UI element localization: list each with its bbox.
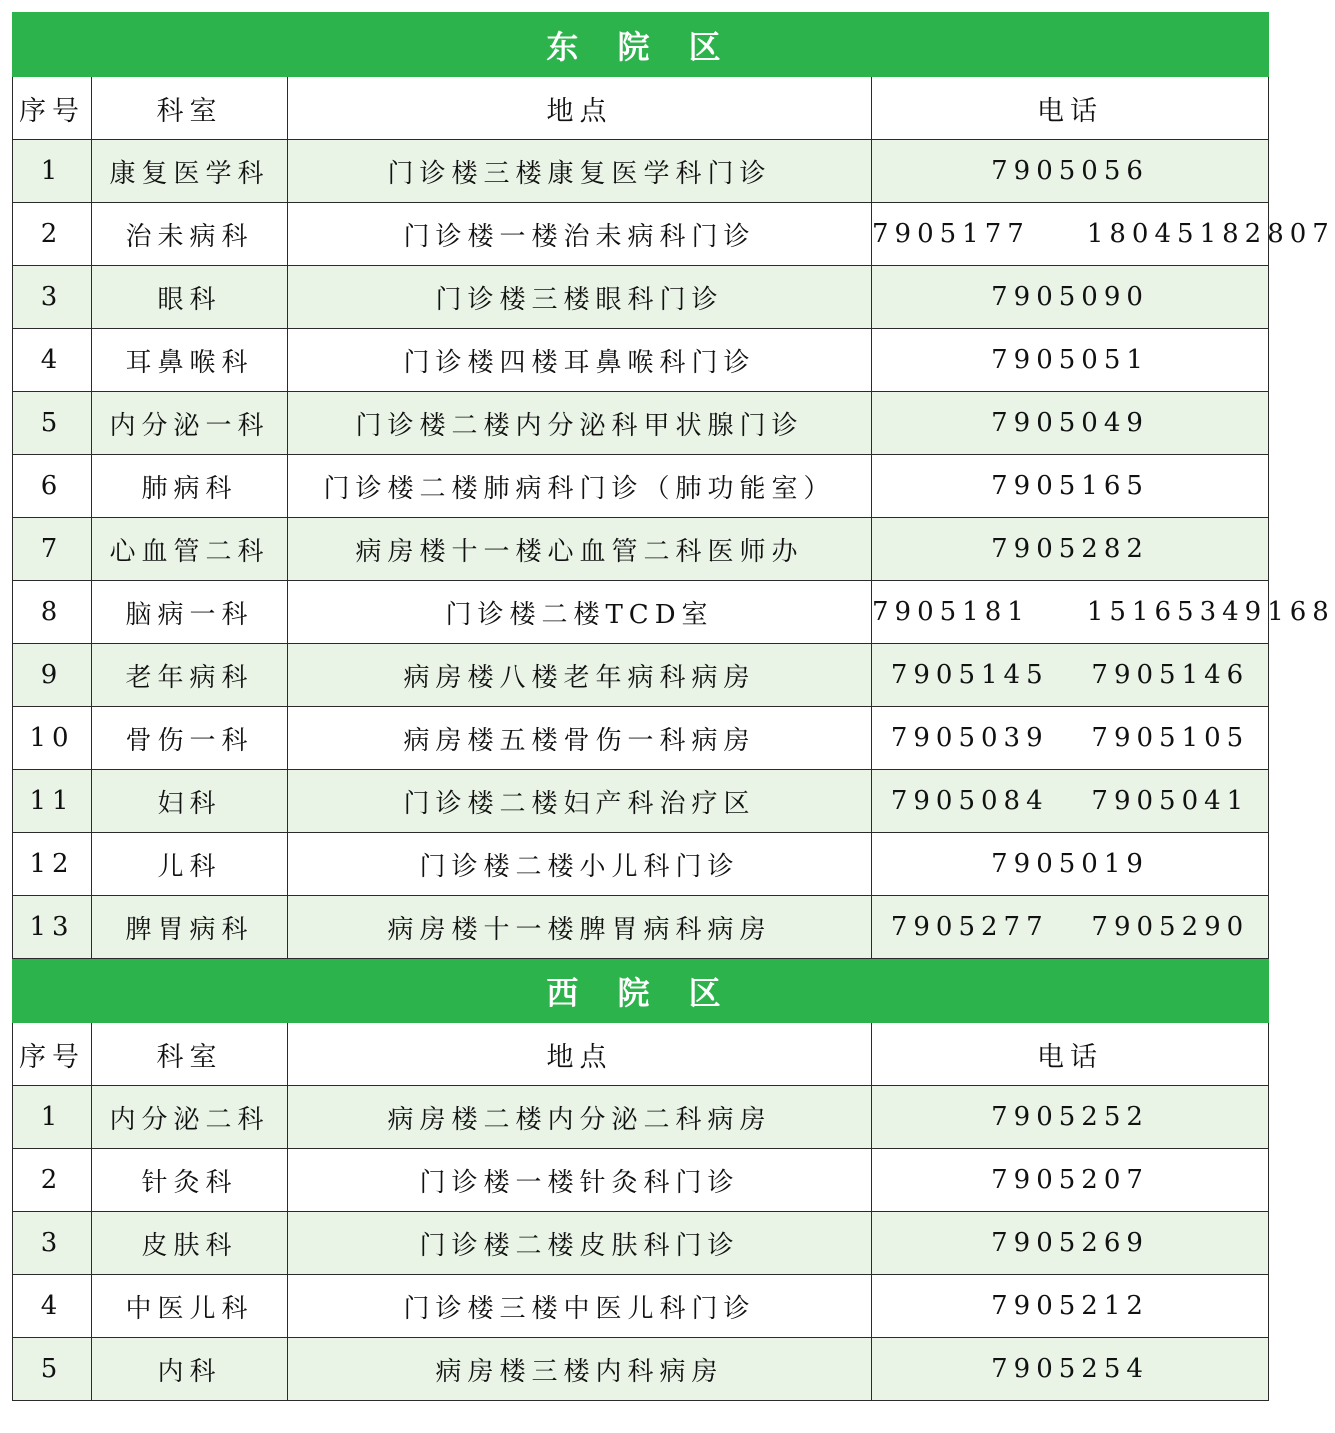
column-header-location: 地点	[288, 1023, 872, 1086]
cell-location: 病房楼十一楼脾胃病科病房	[288, 896, 872, 959]
cell-location: 门诊楼三楼康复医学科门诊	[288, 140, 872, 203]
table-row	[13, 833, 1269, 896]
cell-dept: 心血管二科	[92, 518, 288, 581]
cell-no: 11	[13, 770, 92, 833]
table-row	[13, 1275, 1269, 1338]
column-header-dept: 科室	[92, 1023, 288, 1086]
directory-table	[12, 12, 1335, 1401]
cell-location: 门诊楼二楼皮肤科门诊	[288, 1212, 872, 1275]
cell-location: 门诊楼一楼治未病科门诊	[288, 203, 872, 266]
cell-no: 2	[13, 1149, 92, 1212]
cell-dept: 内科	[92, 1338, 288, 1401]
cell-phone: 7905084 7905041	[872, 770, 1269, 833]
cell-location: 病房楼三楼内科病房	[288, 1338, 872, 1401]
cell-phone: 7905181 15165349168	[872, 581, 1269, 644]
table-row	[13, 203, 1269, 266]
cell-location: 门诊楼三楼眼科门诊	[288, 266, 872, 329]
column-header-phone: 电话	[872, 1023, 1269, 1086]
cell-no: 2	[13, 203, 92, 266]
cell-dept: 骨伤一科	[92, 707, 288, 770]
cell-location: 门诊楼二楼内分泌科甲状腺门诊	[288, 392, 872, 455]
cell-phone: 7905051	[872, 329, 1269, 392]
cell-dept: 中医儿科	[92, 1275, 288, 1338]
cell-dept: 康复医学科	[92, 140, 288, 203]
section-title: 西 院 区	[13, 959, 1269, 1023]
cell-location: 门诊楼二楼TCD室	[288, 581, 872, 644]
cell-no: 13	[13, 896, 92, 959]
cell-dept: 内分泌二科	[92, 1086, 288, 1149]
column-header-row	[13, 1023, 1269, 1086]
cell-dept: 眼科	[92, 266, 288, 329]
cell-no: 4	[13, 1275, 92, 1338]
column-header-location: 地点	[288, 77, 872, 140]
cell-location: 门诊楼一楼针灸科门诊	[288, 1149, 872, 1212]
column-header-phone: 电话	[872, 77, 1269, 140]
column-header-row	[13, 77, 1269, 140]
cell-dept: 耳鼻喉科	[92, 329, 288, 392]
cell-no: 3	[13, 266, 92, 329]
table-row	[13, 140, 1269, 203]
column-header-no: 序号	[13, 77, 92, 140]
cell-dept: 皮肤科	[92, 1212, 288, 1275]
cell-dept: 针灸科	[92, 1149, 288, 1212]
cell-location: 门诊楼四楼耳鼻喉科门诊	[288, 329, 872, 392]
table-row	[13, 707, 1269, 770]
cell-no: 5	[13, 1338, 92, 1401]
table-row	[13, 392, 1269, 455]
cell-dept: 妇科	[92, 770, 288, 833]
cell-phone: 7905165	[872, 455, 1269, 518]
table-row	[13, 518, 1269, 581]
cell-no: 4	[13, 329, 92, 392]
cell-no: 9	[13, 644, 92, 707]
cell-location: 病房楼二楼内分泌二科病房	[288, 1086, 872, 1149]
table-row	[13, 770, 1269, 833]
cell-dept: 儿科	[92, 833, 288, 896]
cell-no: 1	[13, 1086, 92, 1149]
column-header-no: 序号	[13, 1023, 92, 1086]
table-row	[13, 1149, 1269, 1212]
table-row	[13, 1086, 1269, 1149]
cell-dept: 内分泌一科	[92, 392, 288, 455]
cell-no: 7	[13, 518, 92, 581]
cell-dept: 脾胃病科	[92, 896, 288, 959]
table-row	[13, 896, 1269, 959]
cell-dept: 老年病科	[92, 644, 288, 707]
cell-location: 病房楼五楼骨伤一科病房	[288, 707, 872, 770]
cell-location: 门诊楼二楼肺病科门诊（肺功能室）	[288, 455, 872, 518]
cell-phone: 7905056	[872, 140, 1269, 203]
cell-phone: 7905090	[872, 266, 1269, 329]
cell-no: 1	[13, 140, 92, 203]
cell-phone: 7905019	[872, 833, 1269, 896]
cell-location: 门诊楼二楼小儿科门诊	[288, 833, 872, 896]
cell-phone: 7905039 7905105	[872, 707, 1269, 770]
cell-phone: 7905212	[872, 1275, 1269, 1338]
table-row	[13, 266, 1269, 329]
cell-location: 门诊楼二楼妇产科治疗区	[288, 770, 872, 833]
cell-phone: 7905254	[872, 1338, 1269, 1401]
cell-phone: 7905145 7905146	[872, 644, 1269, 707]
table-row	[13, 1338, 1269, 1401]
cell-no: 8	[13, 581, 92, 644]
cell-dept: 脑病一科	[92, 581, 288, 644]
table-row	[13, 644, 1269, 707]
cell-location: 病房楼十一楼心血管二科医师办	[288, 518, 872, 581]
cell-dept: 治未病科	[92, 203, 288, 266]
cell-phone: 7905207	[872, 1149, 1269, 1212]
cell-no: 12	[13, 833, 92, 896]
section-title-row	[13, 13, 1269, 77]
cell-no: 6	[13, 455, 92, 518]
cell-phone: 7905277 7905290	[872, 896, 1269, 959]
cell-dept: 肺病科	[92, 455, 288, 518]
cell-phone: 7905282	[872, 518, 1269, 581]
cell-no: 10	[13, 707, 92, 770]
cell-phone: 7905049	[872, 392, 1269, 455]
table-row	[13, 329, 1269, 392]
table-row	[13, 1212, 1269, 1275]
cell-location: 病房楼八楼老年病科病房	[288, 644, 872, 707]
column-header-dept: 科室	[92, 77, 288, 140]
cell-no: 5	[13, 392, 92, 455]
section-title: 东 院 区	[13, 13, 1269, 77]
table-row	[13, 581, 1269, 644]
section-title-row	[13, 959, 1269, 1023]
table-row	[13, 455, 1269, 518]
cell-location: 门诊楼三楼中医儿科门诊	[288, 1275, 872, 1338]
cell-no: 3	[13, 1212, 92, 1275]
department-directory	[12, 12, 1335, 1401]
cell-phone: 7905177 18045182807	[872, 203, 1269, 266]
cell-phone: 7905252	[872, 1086, 1269, 1149]
cell-phone: 7905269	[872, 1212, 1269, 1275]
